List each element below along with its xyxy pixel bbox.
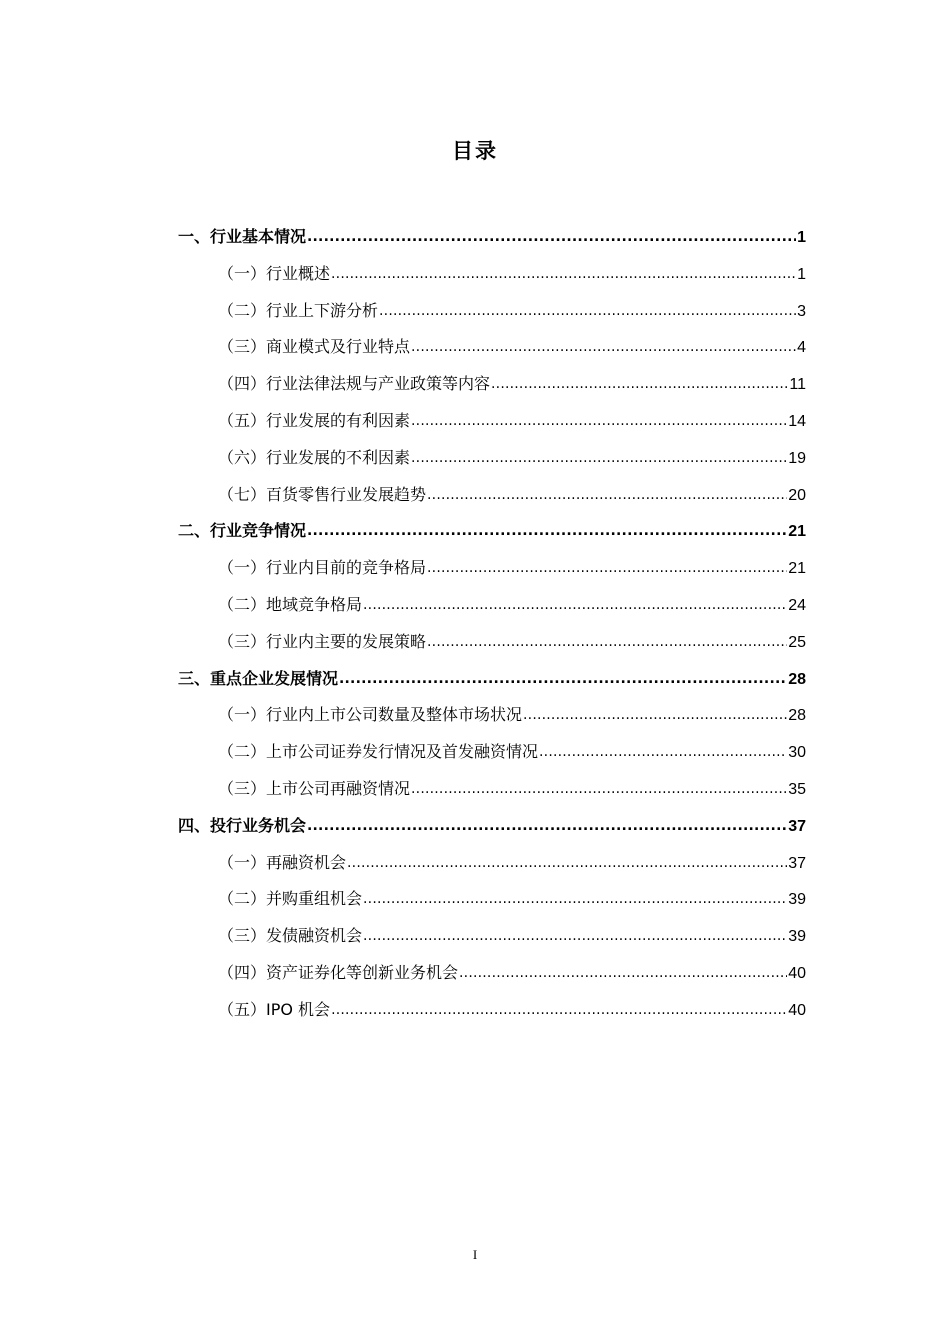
toc-dot-leader: [363, 920, 787, 951]
toc-page-number: 30: [788, 744, 806, 762]
toc-section-entry[interactable]: [178, 811, 806, 848]
toc-page-number: 25: [788, 633, 806, 651]
toc-dot-leader: [363, 883, 787, 914]
toc-subsection-entry[interactable]: [178, 921, 806, 958]
toc-dot-leader: [427, 626, 787, 657]
toc-entry-label: （五）行业发展的有利因素: [218, 410, 411, 430]
toc-entry-label: 四、投行业务机会: [178, 815, 307, 835]
toc-page-number: 11: [789, 376, 806, 394]
toc-section-entry[interactable]: [178, 516, 806, 553]
toc-page-number: 20: [788, 486, 806, 504]
toc-page-number: 21: [788, 523, 806, 541]
toc-entry-label: （三）上市公司再融资情况: [218, 778, 411, 798]
toc-page-number: 35: [788, 780, 806, 798]
toc-page-number: 21: [788, 560, 806, 578]
toc-subsection-entry[interactable]: [178, 884, 806, 921]
toc-entry-label: （三）行业内主要的发展策略: [218, 631, 427, 651]
toc-subsection-entry[interactable]: [178, 774, 806, 811]
toc-entry-label: （六）行业发展的不利因素: [218, 447, 411, 467]
toc-entry-label: （四）行业法律法规与产业政策等内容: [218, 374, 491, 394]
toc-dot-leader: [331, 258, 796, 289]
toc-subsection-entry[interactable]: [178, 995, 806, 1032]
toc-page-number: 37: [788, 817, 806, 835]
toc-entry-label: （一）行业内目前的竞争格局: [218, 558, 427, 578]
toc-dot-leader: [491, 368, 788, 399]
toc-page-number: 40: [788, 964, 806, 982]
toc-subsection-entry[interactable]: [178, 590, 806, 627]
toc-page-number: 39: [788, 891, 806, 909]
toc-page-number: 4: [797, 339, 806, 357]
toc-entry-label: （三）发债融资机会: [218, 926, 363, 946]
toc-page-number: 28: [788, 707, 806, 725]
toc-page-number: 40: [788, 1001, 806, 1019]
toc-dot-leader: [347, 847, 787, 878]
toc-subsection-entry[interactable]: [178, 332, 806, 369]
toc-entry-label: （二）上市公司证券发行情况及首发融资情况: [218, 742, 539, 762]
toc-subsection-entry[interactable]: [178, 443, 806, 480]
toc-dot-leader: [307, 221, 796, 252]
toc-subsection-entry[interactable]: [178, 369, 806, 406]
toc-dot-leader: [411, 773, 787, 804]
toc-section-entry[interactable]: [178, 222, 806, 259]
toc-dot-leader: [427, 479, 787, 510]
toc-dot-leader: [307, 515, 787, 546]
toc-dot-leader: [363, 589, 787, 620]
toc-dot-leader: [539, 736, 787, 767]
toc-subsection-entry[interactable]: [178, 406, 806, 443]
toc-entry-label: （一）再融资机会: [218, 852, 347, 872]
toc-entry-label: 三、重点企业发展情况: [178, 668, 339, 688]
toc-page-number: 3: [797, 302, 806, 320]
page-number: I: [472, 1247, 478, 1262]
toc-entry-label: （二）地域竞争格局: [218, 594, 363, 614]
toc-title: 目录: [452, 139, 498, 163]
toc-entry-label: 一、行业基本情况: [178, 227, 307, 246]
toc-page-number: 37: [788, 854, 806, 872]
toc-entry-label: （七）百货零售行业发展趋势: [218, 484, 427, 504]
toc-page-number: 24: [788, 596, 806, 614]
toc-section-entry[interactable]: [178, 664, 806, 701]
toc-subsection-entry[interactable]: [178, 848, 806, 885]
toc-subsection-entry[interactable]: [178, 958, 806, 995]
toc-dot-leader: [331, 994, 787, 1025]
toc-page-number: 19: [788, 449, 806, 467]
toc-subsection-entry[interactable]: [178, 480, 806, 517]
toc-entry-label: （一）行业内上市公司数量及整体市场状况: [218, 705, 523, 725]
toc-dot-leader: [459, 957, 787, 988]
toc-subsection-entry[interactable]: [178, 296, 806, 333]
toc-entry-label: （一）行业概述: [218, 263, 331, 283]
toc-page-number: 1: [797, 265, 806, 283]
toc-dot-leader: [411, 405, 787, 436]
toc-page-number: 28: [788, 670, 806, 688]
toc-entry-label: （五）IPO 机会: [218, 999, 331, 1019]
toc-dot-leader: [411, 331, 796, 362]
table-of-contents: [178, 222, 806, 1032]
toc-subsection-entry[interactable]: [178, 737, 806, 774]
toc-dot-leader: [379, 295, 796, 326]
toc-dot-leader: [427, 552, 787, 583]
toc-entry-label: （二）并购重组机会: [218, 889, 363, 909]
toc-entry-label: （二）行业上下游分析: [218, 300, 379, 320]
toc-subsection-entry[interactable]: [178, 700, 806, 737]
toc-page-number: 1: [797, 229, 806, 246]
toc-dot-leader: [307, 810, 787, 841]
toc-subsection-entry[interactable]: [178, 259, 806, 296]
toc-subsection-entry[interactable]: [178, 627, 806, 664]
toc-dot-leader: [339, 663, 787, 694]
toc-entry-label: （三）商业模式及行业特点: [218, 337, 411, 357]
toc-page-number: 39: [788, 928, 806, 946]
toc-entry-label: 二、行业竞争情况: [178, 521, 307, 541]
toc-page-number: 14: [788, 412, 806, 430]
toc-subsection-entry[interactable]: [178, 553, 806, 590]
toc-dot-leader: [411, 442, 787, 473]
toc-entry-label: （四）资产证券化等创新业务机会: [218, 962, 459, 982]
toc-dot-leader: [523, 699, 787, 730]
